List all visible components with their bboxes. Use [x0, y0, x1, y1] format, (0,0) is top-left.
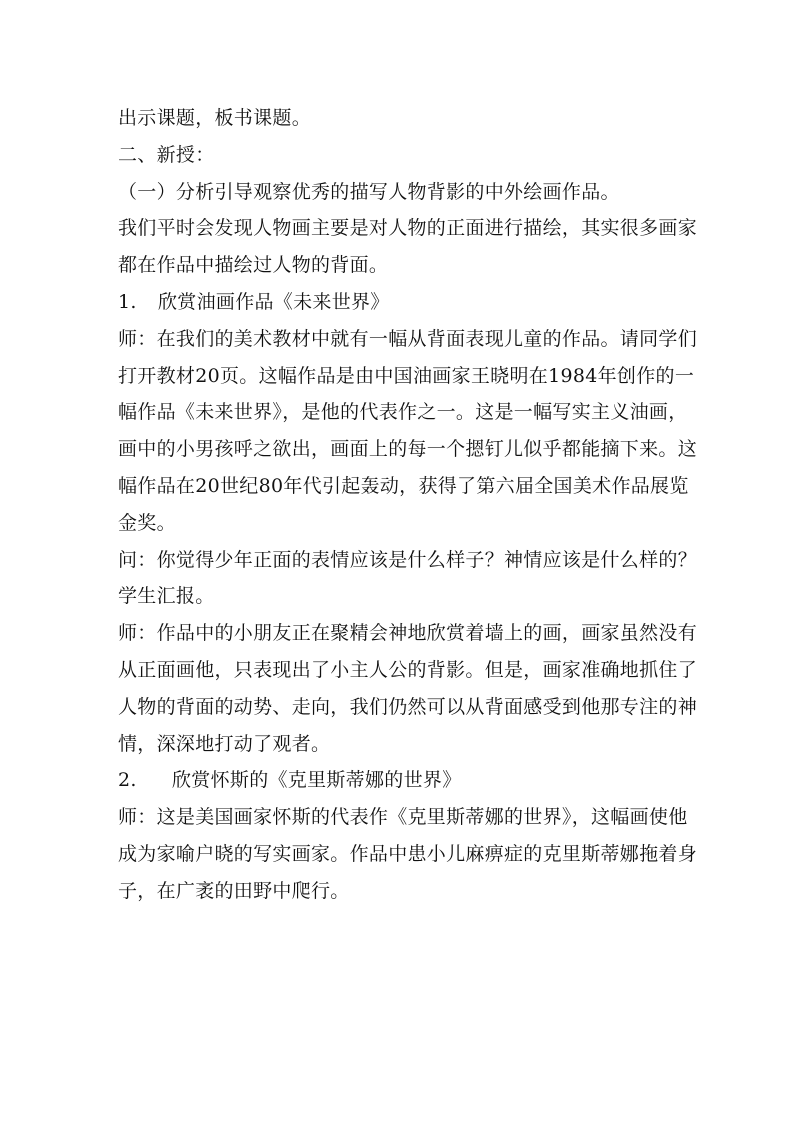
list-number: 1. — [118, 290, 137, 313]
text-line: 都在作品中描绘过人物的背面。 — [118, 254, 389, 277]
text-line: 师：作品中的小朋友正在聚精会神地欣赏着墙上的画，画家虽然没有 — [118, 622, 698, 645]
text-line: 出示课题，板书课题。 — [118, 107, 312, 129]
text-line: 问：你觉得少年正面的表情应该是什么样子？神情应该是什么样的？ — [118, 548, 698, 571]
text-line: 画中的小男孩呼之欲出，画面上的每一个摁钉儿似乎都能摘下来。这 — [118, 438, 698, 461]
section-heading: 二、新授： — [118, 143, 215, 166]
text-line: 子，在广袤的田野中爬行。 — [118, 879, 350, 902]
text-line: 学生汇报。 — [118, 585, 215, 608]
subsection-heading: （一）分析引导观察优秀的描写人物背影的中外绘画作品。 — [118, 180, 620, 203]
document-body — [118, 100, 698, 910]
text-line: 成为家喻户晓的写实画家。作品中患小儿麻痹症的克里斯蒂娜拖着身 — [118, 842, 698, 865]
text-line: 幅作品《未来世界》，是他的代表作之一。这是一幅写实主义油画， — [118, 401, 688, 424]
text-line: 师：在我们的美术教材中就有一幅从背面表现儿童的作品。请同学们 — [118, 327, 698, 350]
text-line: 幅作品在20世纪80年代引起轰动，获得了第六届全国美术作品展览 — [118, 474, 689, 497]
text-line: 从正面画他，只表现出了小主人公的背影。但是，画家准确地抓住了 — [118, 658, 698, 681]
list-item-title: 欣赏油画作品《未来世界》 — [158, 290, 390, 313]
list-item-heading — [118, 284, 688, 321]
list-item-heading — [118, 762, 688, 799]
text-line: 金奖。 — [118, 511, 176, 534]
text-line: 情，深深地打动了观者。 — [118, 732, 331, 755]
list-item-title: 欣赏怀斯的《克里斯蒂娜的世界》 — [172, 769, 462, 792]
text-line: 打开教材20页。这幅作品是由中国油画家王晓明在1984年创作的一 — [118, 364, 695, 387]
text-line: 我们平时会发现人物画主要是对人物的正面进行描绘，其实很多画家 — [118, 217, 698, 240]
list-number: 2. — [118, 769, 137, 792]
text-line: 人物的背面的动势、走向，我们仍然可以从背面感受到他那专注的神 — [118, 695, 698, 718]
text-line: 师：这是美国画家怀斯的代表作《克里斯蒂娜的世界》，这幅画使他 — [118, 806, 688, 829]
